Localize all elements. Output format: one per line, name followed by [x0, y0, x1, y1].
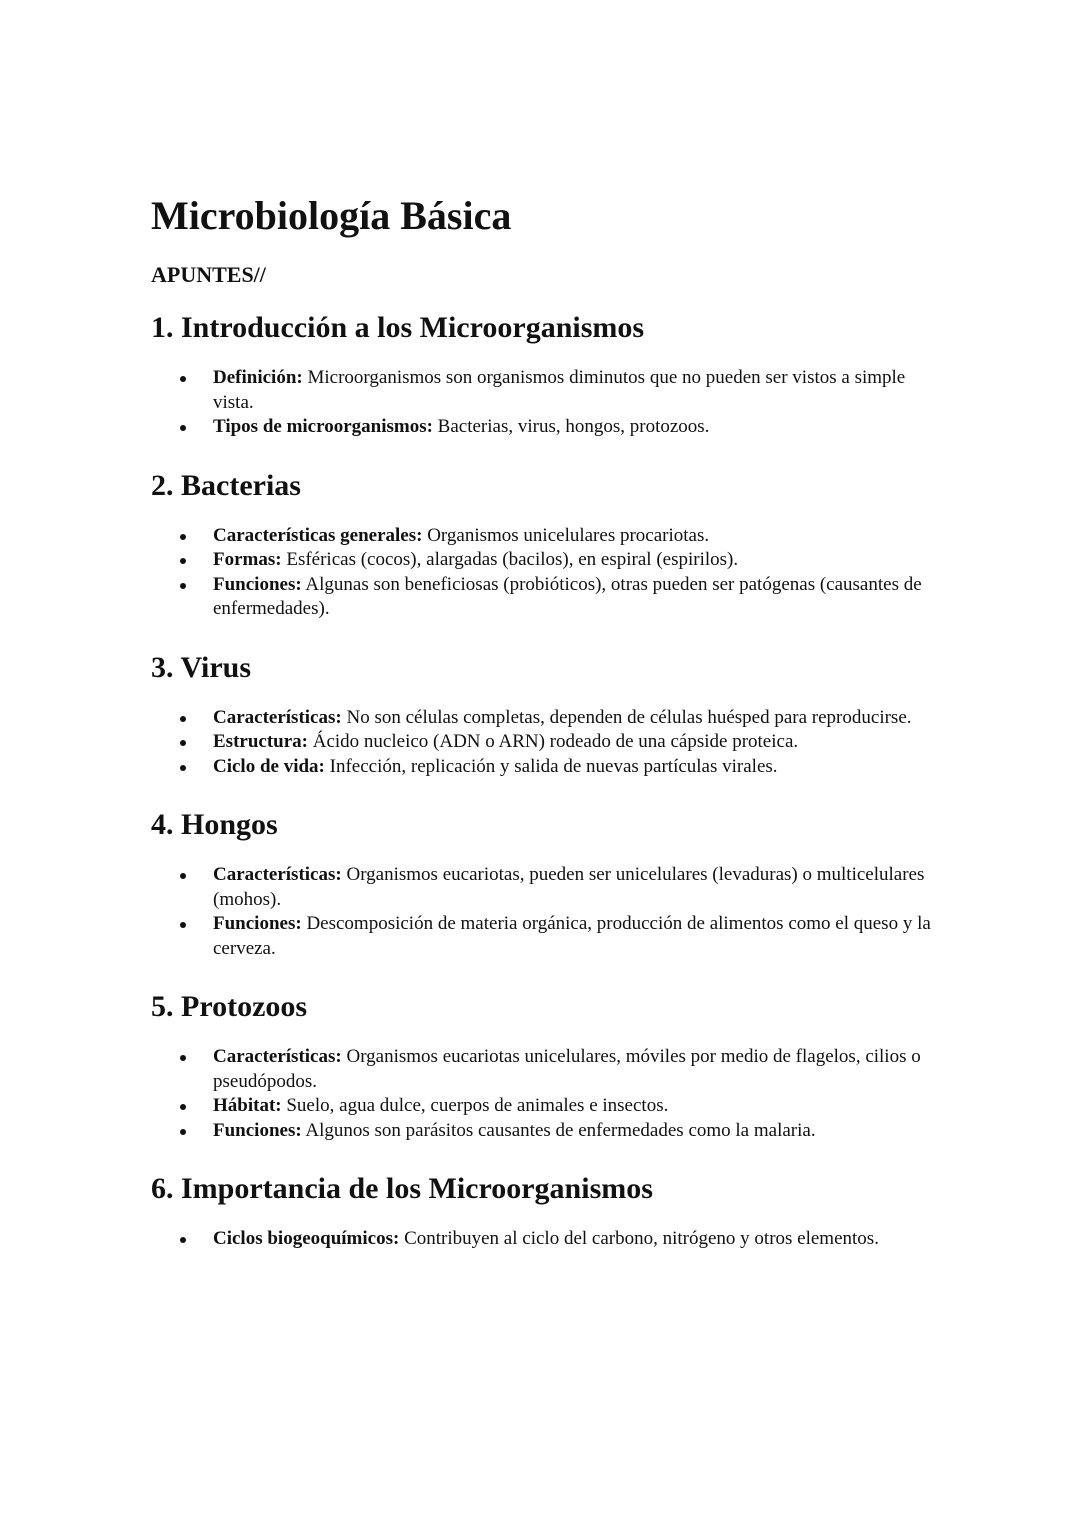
item-text: No son células completas, dependen de células huésped para reproducirse. — [341, 706, 912, 728]
item-text: Ácido nucleico (ADN o ARN) rodeado de una cápside proteica. — [307, 731, 799, 752]
item-term: Características: — [213, 706, 342, 728]
item-text: Descomposición de materia orgánica, producción de alimentos como el queso y la cerveza. — [213, 913, 931, 959]
bullet-list — [151, 1227, 941, 1252]
item-term: Funciones: — [213, 573, 302, 595]
list-item — [213, 524, 941, 549]
item-term: Ciclos biogeoquímicos: — [213, 1228, 400, 1249]
list-item — [213, 755, 941, 780]
list-item — [213, 730, 941, 755]
section-hongos — [151, 807, 941, 961]
item-text: Infección, replicación y salida de nuevas partículas virales. — [324, 755, 778, 777]
section-heading: 4. Hongos — [151, 808, 278, 841]
section-heading: 3. Virus — [151, 650, 252, 684]
bullet-list — [151, 863, 941, 961]
item-term: Tipos de microorganismos: — [213, 416, 433, 437]
section-importancia — [151, 1171, 941, 1252]
item-term: Características generales: — [213, 524, 423, 546]
bullet-list — [151, 524, 941, 622]
page-subtitle: APUNTES// — [151, 262, 266, 287]
list-item — [213, 1045, 941, 1094]
section-heading: 2. Bacterias — [151, 468, 301, 502]
item-text: Organismos eucariotas, pueden ser unicelulares (levaduras) o multicelulares (mohos). — [213, 864, 925, 910]
item-text: Suelo, agua dulce, cuerpos de animales e insectos. — [281, 1095, 669, 1116]
bullet-list — [151, 366, 941, 440]
item-term: Estructura: — [213, 731, 308, 752]
item-term: Características: — [213, 1046, 342, 1067]
item-text: Organismos unicelulares procariotas. — [422, 524, 710, 546]
document-page — [151, 190, 941, 1252]
item-term: Funciones: — [213, 1119, 302, 1141]
item-term: Hábitat: — [213, 1095, 282, 1116]
section-protozoos — [151, 989, 941, 1143]
item-term: Funciones: — [213, 913, 302, 934]
page-title: Microbiología Básica — [151, 193, 512, 238]
item-text: Algunos son parásitos causantes de enfermedades como la malaria. — [301, 1119, 816, 1141]
list-item — [213, 912, 941, 961]
section-introduccion — [151, 310, 941, 440]
bullet-list — [151, 1045, 941, 1143]
bullet-list — [151, 706, 941, 780]
list-item — [213, 706, 941, 731]
list-item — [213, 548, 941, 573]
item-term: Ciclo de vida: — [213, 755, 325, 777]
item-text: Organismos eucariotas unicelulares, móviles por medio de flagelos, cilios o pseudópodos. — [213, 1046, 921, 1092]
section-bacterias — [151, 468, 941, 622]
section-heading: 6. Importancia de los Microorganismos — [151, 1172, 653, 1205]
section-heading: 5. Protozoos — [151, 990, 308, 1023]
list-item — [213, 1094, 941, 1119]
item-text: Contribuyen al ciclo del carbono, nitrógeno y otros elementos. — [399, 1228, 879, 1249]
item-text: Microorganismos son organismos diminutos que no pueden ser vistos a simple vista. — [213, 367, 906, 413]
item-text: Bacterias, virus, hongos, protozoos. — [432, 416, 710, 437]
list-item — [213, 366, 941, 415]
item-term: Características: — [213, 864, 342, 885]
list-item — [213, 1119, 941, 1144]
item-text: Esféricas (cocos), alargadas (bacilos), en espiral (espirilos). — [281, 549, 739, 570]
list-item — [213, 1227, 941, 1252]
item-text: Algunas son beneficiosas (probióticos), otras pueden ser patógenas (causantes de enfermedades). — [213, 573, 922, 619]
item-term: Formas: — [213, 549, 282, 570]
section-heading: 1. Introducción a los Microorganismos — [151, 311, 645, 344]
list-item — [213, 863, 941, 912]
item-term: Definición: — [213, 367, 303, 388]
list-item — [213, 573, 941, 622]
section-virus — [151, 650, 941, 780]
list-item — [213, 415, 941, 440]
